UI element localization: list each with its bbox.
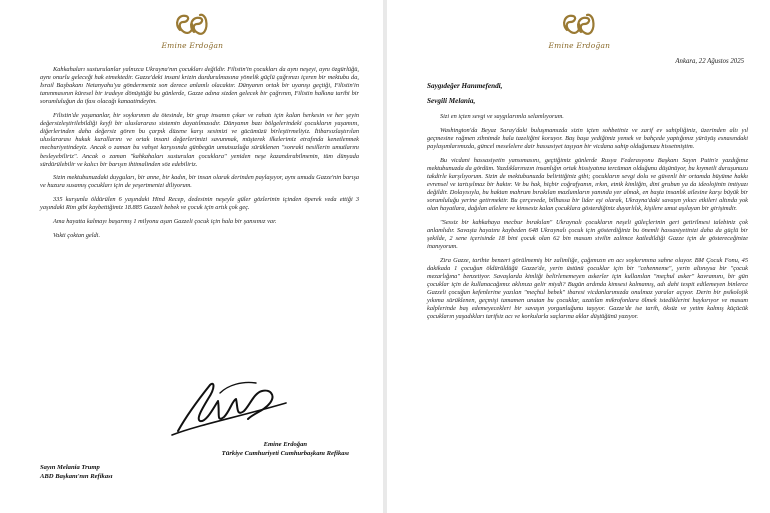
letter-page-right — [387, 0, 770, 513]
signature-block — [222, 440, 349, 458]
left-letter-body — [40, 66, 359, 245]
signer-title: Türkiye Cumhuriyeti Cumhurbaşkanı Refikası — [221, 450, 349, 457]
right-paragraph-5: Zira Gazze, tarihte benzeri görülmemiş bir zalimliğe, çağımızın en acı soykırımına sahne oluyor. BM Çocuk Fonu, 45 dakikada 1 çocuğun öldürüldüğü Gazze'de, yerin üstünü çocuklar için bir "cehenneme", yerin altınıysa bir "çocuk mezarlığına" benzetiyor. Savaşlarda kimliği belirlenemeyen askerler için kullanılan "meçhul asker" kavramını, bir gün çocuklar için de kullanacağımız aklınıza gelir miydi? Bugün ardında kimsesi kalmamış, adı dahi tespit edilemeyen binlerce Gazzeli çocuğun kefenlerine yazılan "meçhul bebek" ibaresi vicdanlarımızda onulmaz yaralar açıyor. Derin bir psikolojik yıkıma sürüklenen, geçmişi tamamen unutan bu çocuklar, uzatılan mikrofonlara ölmek istediklerini haykırıyor ve masum kalplerinde baş edemeyecekleri bir savaşın yorgunluğunu taşıyor. Gazze'de ise tarih, öksüz ve yetim kalmış küçücük çocukların yaşadıkları tarifsiz acı ve korkularla saçlarına aklar düştüğünü yazıyor. — [427, 256, 748, 321]
ee-monogram-icon — [559, 10, 599, 40]
logo-name: Emine Erdoğan — [161, 41, 224, 50]
addressee-title: ABD Başkanı'nın Refikası — [40, 473, 113, 480]
left-paragraph-3: Sizin mektubunuzdaki duyguları, bir anne, bir kadın, bir insan olarak derinden paylaşıyor, aynı umudu Gazze'nin barışa ve huzura susamış çocukları için de yeşertmenizi diliyorum. — [40, 174, 359, 190]
left-paragraph-2: Filistin'de yaşananlar, bir soykırımın da ötesinde, bir grup insanın çıkar ve rahatı için kalan herkesin ve her şeyin değersizleştirilebildiği keyfi bir uluslararası sistemin dayatılmasıdır. Dünyanın bazı bölgelerindeki çocukların yaşamını, diğerlerinden daha değersiz gören bu çarpık düzene karşı sesimizi ve gücümüzü birleştirmeliyiz. İtibarsızlaştırılan uluslararası hukuk kurallarını ve ortak insani değerlerimizi savunmak, müşterek ilkelerimiz etrafında kenetlenmek mecburiyetindeyiz. Ancak o zaman bu vahşet karşısında günbegün umutsuzluğa sürüklenen "sonraki nesillerin umutlarını besleyebiliriz". Ancak o zaman "kahkahaları susturulan çocuklara" yeniden neşe kazandırabilmenin, tüm dünyada sürdürülebilir ve kalıcı bir barışın ihtimalinden söz edebiliriz. — [40, 112, 359, 168]
signer-name: Emine Erdoğan — [263, 441, 308, 448]
left-paragraph-4: 335 kurşunla öldürülen 6 yaşındaki Hind Recep, dedesinin neşeyle güler gözlerinin içinden öperek veda ettiği 3 yaşındaki Rim gibi kaybettiğimiz 18.885 Gazzeli bebek ve çocuk için artık çok geç. — [40, 196, 359, 212]
handwritten-signature — [158, 373, 298, 443]
ee-monogram-icon — [172, 10, 212, 40]
logo-name: Emine Erdoğan — [548, 41, 611, 50]
letter-date: Ankara, 22 Ağustos 2025 — [675, 58, 744, 65]
right-paragraph-3: Bu vicdani hassasiyetin yansımasını, geçtiğimiz günlerde Rusya Federasyonu Başkanı Sayın Putin'e yazdığınız mektubunuzda da gördüm. Yazdıklarınızın insanlığın ortak hissiyatına tercüman olduğunu düşünüyor, bu kıymetli duruşunuzu takdirle karşılıyorum. Sizin de mektubunuzda belirttiğiniz gibi; çocukların sevgi dolu ve güvenli bir ortamda büyüme hakkı evrensel ve tartışılmaz bir haktır. Ve bu hak, hiçbir coğrafyanın, ırkın, etnik kimliğin, dini grubun ya da ideolojinin imtiyazı değildir. Dolayısıyla, bu haktan mahrum bırakılan mazlumların yanında yer almak, en başta insanlık ailesine karşı büyük bir sorumluluğu yerine getirmektir. Bu çerçevede, bilhassa bir lider eşi olarak, Ukrayna'daki savaşın yıkıcı etkileri altında yok olan hayatlara, dağılan ailelere ve kimsesiz kalan çocuklara gösterdiğiniz duyarlılık, kişilere umut aşılayan bir girişimdir. — [427, 156, 748, 213]
right-paragraph-2: Washington'da Beyaz Saray'daki buluşmamızda sizin içten sohbetiniz ve zarif ev sahipliğiniz, üzerinden altı yıl geçmesine rağmen zihnimde hala tazeliğini koruyor. Baş başa yediğimiz yemek ve bahçede yaptığımız yürüyüş esnasındaki paylaşımlarımızda, güncel meselelere dair hassasiyet taşıyan bir vicdana sahip olduğunuzu hissetmiştim. — [427, 126, 748, 150]
right-paragraph-4: "Sessiz bir kahkahaya mecbur bırakılan" Ukraynalı çocukların neşeli güleçlerinin geri getirilmesi talebiniz çok anlamlıdır. Savaşta hayatını kaybeden 648 Ukraynalı çocuk için gösterdiğiniz bu önemli hassasiyetinizi daha da güçlü bir şekilde, 2 sene içerisinde 18 bini çocuk olan 62 bin masum sivilin zalimce katledildiği Gazze için de göstereceğinize inanıyorum. — [427, 218, 748, 251]
addressee-name: Sayın Melania Trump — [40, 464, 100, 471]
left-paragraph-5: Ama hayatta kalmayı başarmış 1 milyonu aşan Gazzeli çocuk için hala bir şansımız var. — [53, 217, 277, 225]
left-paragraph-1: Kahkahaları susturulanlar yalnızca Ukrayna'nın çocukları değildir. Filistin'in çocukları da aynı neşeyi, aynı özgürlüğü, aynı onurlu geleceği hak etmektedir. Gazze'deki insani krizin durdurulmasına yönelik güçlü çağrınızı içeren bir mektubu da, İsrail Başbakanı Netanyahu'ya göndermeniz son derece anlamlı olacaktır. Dünyanın ortak bir uyanışı geçtiği, Filistin'in tanınmasının küresel bir iradeye dönüştüğü bu günlerde, Gazze adına sizden gelecek bir çağrının, Filistin halkına tarihi bir sorumluluğun da ifası olacağı kanaatindeyim. — [40, 66, 359, 106]
right-paragraph-1: Sizi en içten sevgi ve saygılarımla selamlıyorum. — [440, 113, 564, 120]
right-letter-body — [427, 113, 748, 327]
salutation-formal: Saygıdeğer Hanımefendi, — [427, 82, 503, 90]
left-paragraph-6: Vakti çoktan geldi. — [53, 231, 101, 239]
salutation-personal: Sevgili Melania, — [427, 97, 476, 105]
monogram-logo — [549, 10, 609, 54]
letter-page-left — [0, 0, 383, 513]
addressee-block — [40, 463, 113, 481]
monogram-logo — [162, 10, 222, 54]
